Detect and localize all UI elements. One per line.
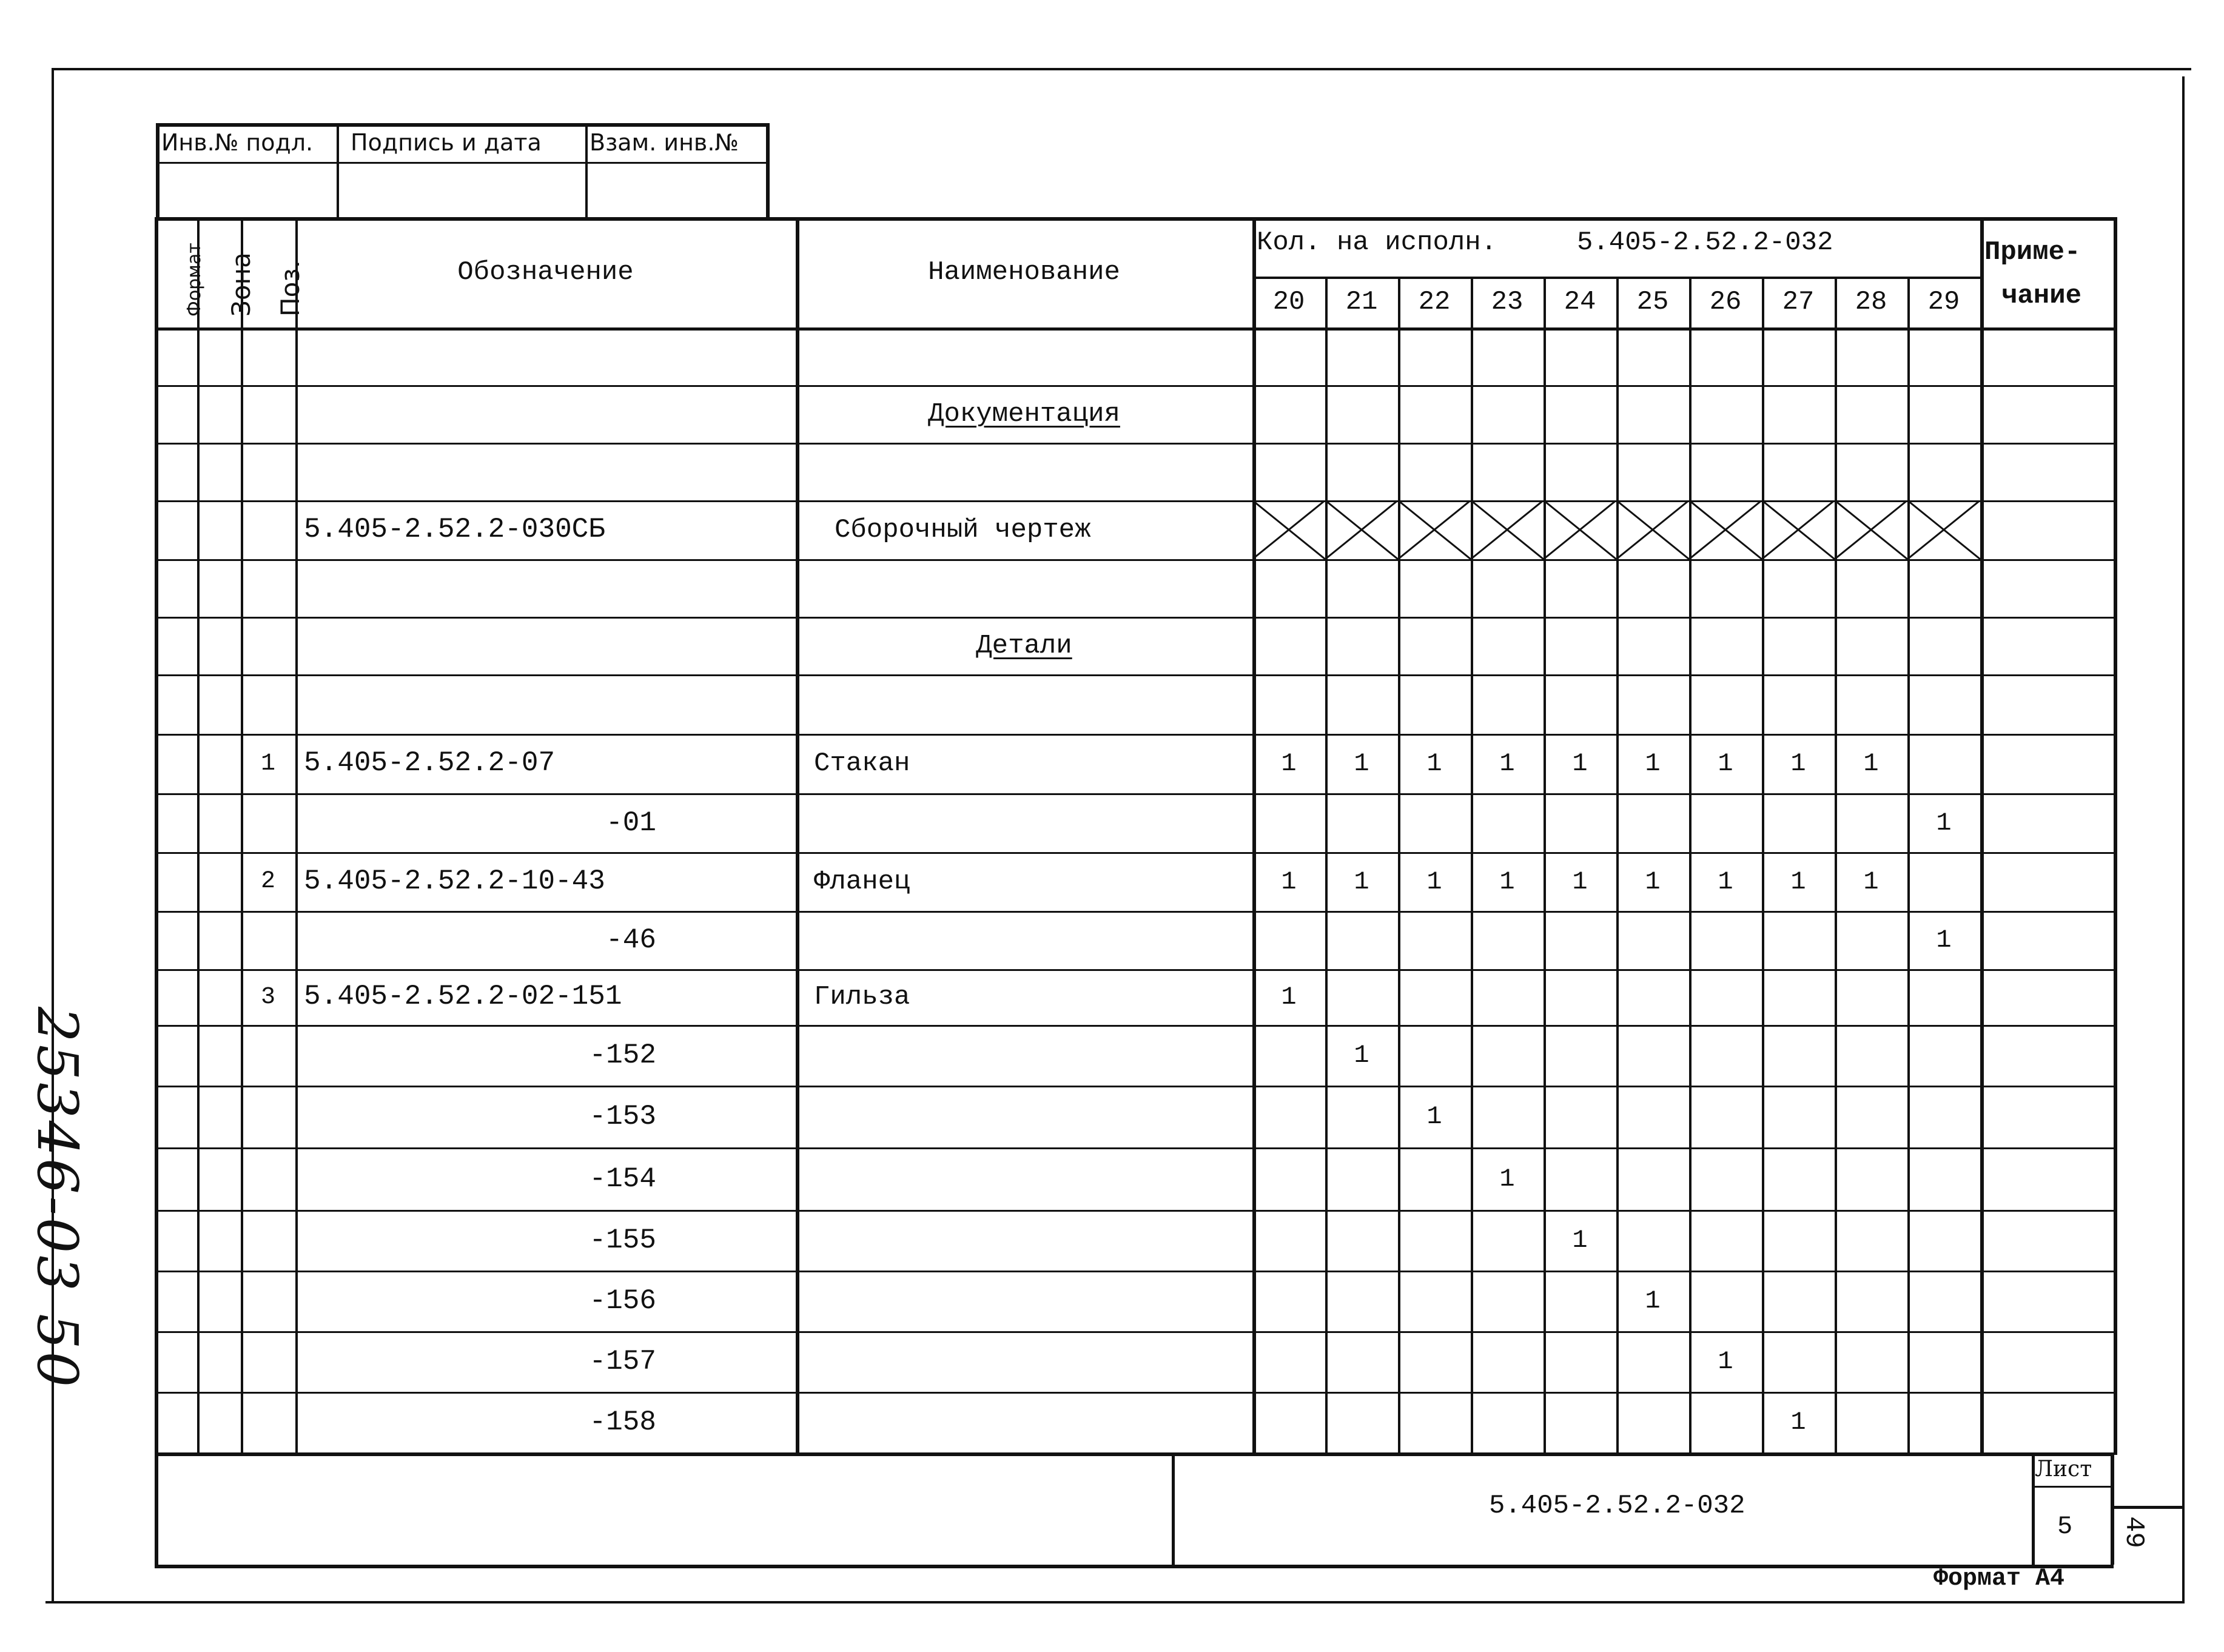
- page-number: 49: [2118, 1516, 2149, 1548]
- qty-cell: 1: [1645, 749, 1661, 778]
- header-variant-27: 27: [1782, 287, 1815, 317]
- header-zona: Зона: [226, 252, 256, 317]
- header-prim-2: чание: [2001, 281, 2082, 311]
- crossed-cell: [1762, 500, 1835, 559]
- footer-list-label: Лист: [2035, 1457, 2092, 1482]
- row-oboznachenie: -152: [589, 1039, 656, 1071]
- header-variant-22: 22: [1418, 287, 1451, 317]
- qty-cell: 1: [1572, 867, 1588, 896]
- footer-format-label: Формат А4: [1933, 1565, 2065, 1593]
- header-variant-26: 26: [1709, 287, 1742, 317]
- qty-cell: 1: [1281, 749, 1297, 778]
- qty-cell: 1: [1499, 749, 1515, 778]
- row-oboznachenie: -156: [589, 1285, 656, 1317]
- row-oboznachenie: 5.405-2.52.2-02-151: [304, 981, 622, 1012]
- header-variant-24: 24: [1564, 287, 1596, 317]
- column-divider: [1907, 277, 1910, 1455]
- column-divider: [241, 217, 243, 1455]
- header-naimenovanie: Наименование: [928, 257, 1120, 287]
- section-heading: Документация: [928, 398, 1120, 429]
- header-variant-28: 28: [1855, 287, 1887, 317]
- row-oboznachenie: -153: [589, 1101, 656, 1132]
- row-oboznachenie: -01: [606, 807, 656, 839]
- header-kol-label: Кол. на исполн.: [1257, 227, 1497, 258]
- header-prim-1: Приме-: [1984, 237, 2081, 267]
- qty-cell: 1: [1354, 1041, 1369, 1070]
- row-poz: 2: [260, 868, 275, 895]
- qty-cell: 1: [1499, 1164, 1515, 1194]
- list-box-split: [2032, 1486, 2114, 1488]
- row-naimenovanie: Фланец: [814, 866, 910, 897]
- qty-cell: 1: [1718, 749, 1733, 778]
- row-oboznachenie: 5.405-2.52.2-07: [304, 747, 556, 779]
- qty-cell: 1: [1936, 925, 1952, 955]
- qty-cell: 1: [1790, 1408, 1806, 1437]
- qty-cell: 1: [1718, 867, 1733, 896]
- crossed-cell: [1544, 500, 1616, 559]
- footer-split: [1172, 1452, 1175, 1565]
- row-naimenovanie: Стакан: [814, 748, 910, 779]
- row-oboznachenie: 5.405-2.52.2-030СБ: [304, 513, 605, 545]
- qty-cell: 1: [1863, 749, 1879, 778]
- qty-cell: 1: [1936, 808, 1952, 838]
- footer-left-border: [155, 1452, 158, 1565]
- stamp-podpis: Подпись и дата: [351, 129, 542, 156]
- qty-cell: 1: [1572, 1226, 1588, 1255]
- qty-cell: 1: [1499, 867, 1515, 896]
- crossed-cell: [1471, 500, 1544, 559]
- header-poz: Поз.: [275, 260, 305, 317]
- header-bottom-border: [155, 327, 2114, 331]
- footer-list-value: 5: [2057, 1512, 2073, 1541]
- qty-cell: 1: [1354, 867, 1369, 896]
- qty-cell: 1: [1718, 1347, 1733, 1376]
- qty-cell: 1: [1354, 749, 1369, 778]
- crossed-cell: [1689, 500, 1762, 559]
- column-divider: [1252, 217, 1256, 1455]
- row-oboznachenie: -46: [606, 924, 656, 956]
- stamp-vzam: Взам. инв.№: [590, 129, 739, 156]
- header-kol-doc: 5.405-2.52.2-032: [1577, 227, 1833, 258]
- row-naimenovanie: Гильза: [814, 982, 910, 1012]
- qty-cell: 1: [1645, 867, 1661, 896]
- header-oboznachenie: Обозначение: [457, 257, 634, 287]
- crossed-cell: [1835, 500, 1907, 559]
- qty-cell: 1: [1572, 749, 1588, 778]
- row-oboznachenie: -157: [589, 1346, 656, 1377]
- qty-cell: 1: [1790, 749, 1806, 778]
- crossed-cell: [1616, 500, 1689, 559]
- section-heading: Детали: [976, 630, 1072, 661]
- header-variant-29: 29: [1927, 287, 1960, 317]
- header-variant-23: 23: [1491, 287, 1524, 317]
- header-variant-20: 20: [1272, 287, 1305, 317]
- qty-cell: 1: [1426, 1102, 1442, 1131]
- table-bottom-border: [155, 1452, 2114, 1456]
- page-number-box-top: [2111, 1506, 2183, 1509]
- row-oboznachenie: 5.405-2.52.2-10-43: [304, 865, 605, 897]
- qty-cell: 1: [1790, 867, 1806, 896]
- header-variant-25: 25: [1636, 287, 1669, 317]
- footer-doc-number: 5.405-2.52.2-032: [1489, 1491, 1745, 1521]
- qty-cell: 1: [1645, 1286, 1661, 1315]
- row-oboznachenie: -154: [589, 1163, 656, 1195]
- row-oboznachenie: -155: [589, 1224, 656, 1256]
- row-divider: [155, 559, 2114, 561]
- qty-cell: 1: [1281, 867, 1297, 896]
- stamp-inv-podl: Инв.№ подл.: [161, 129, 314, 156]
- qty-cell: 1: [1281, 982, 1297, 1012]
- handwritten-margin-number: 25346-03 50: [25, 1007, 90, 1390]
- crossed-cell: [1398, 500, 1471, 559]
- column-divider: [2114, 217, 2117, 1455]
- column-divider: [197, 217, 200, 1455]
- row-poz: 1: [260, 750, 275, 777]
- row-oboznachenie: -158: [589, 1406, 656, 1438]
- crossed-cell: [1325, 500, 1398, 559]
- crossed-cell: [1907, 500, 1980, 559]
- header-format: Формат: [184, 243, 205, 317]
- qty-cell: 1: [1426, 749, 1442, 778]
- footer-bottom-border: [155, 1565, 2114, 1568]
- row-poz: 3: [260, 983, 275, 1011]
- row-naimenovanie: Сборочный чертеж: [835, 514, 1091, 545]
- row-divider: [155, 443, 2114, 445]
- row-divider: [155, 969, 2114, 971]
- qty-cell: 1: [1426, 867, 1442, 896]
- qty-cell: 1: [1863, 867, 1879, 896]
- column-divider: [155, 217, 158, 1455]
- header-variant-21: 21: [1345, 287, 1378, 317]
- crossed-cell: [1252, 500, 1325, 559]
- row-divider: [155, 674, 2114, 676]
- column-divider: [1980, 217, 1984, 1455]
